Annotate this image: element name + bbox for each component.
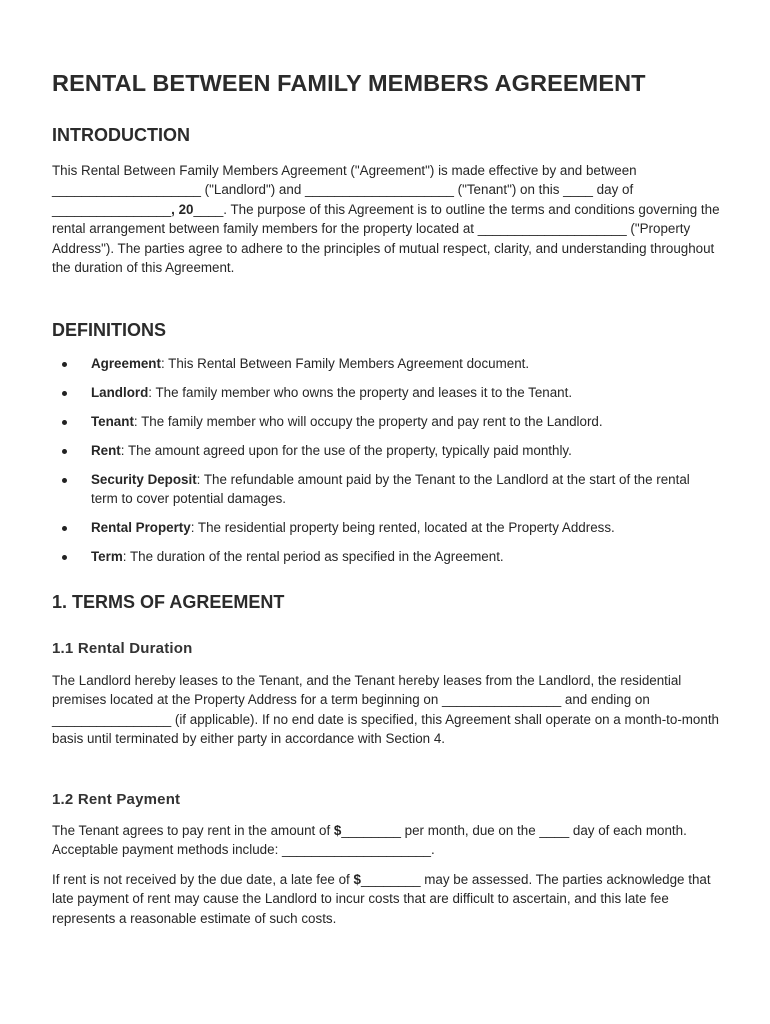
bullet-icon bbox=[62, 449, 67, 454]
definitions-list bbox=[52, 354, 720, 576]
definition-item bbox=[52, 383, 720, 402]
late-fee-text-1: If rent is not received by the due date, a late fee of bbox=[52, 872, 354, 887]
bullet-icon bbox=[62, 555, 67, 560]
dollar-sign: $ bbox=[353, 872, 361, 887]
dollar-sign: $ bbox=[333, 823, 342, 838]
rent-payment-paragraph bbox=[52, 821, 720, 860]
section-1-2-heading: 1.2 Rent Payment bbox=[52, 791, 181, 808]
definition-term: Term bbox=[91, 549, 123, 565]
bullet-icon bbox=[62, 362, 67, 367]
definition-item bbox=[52, 354, 720, 373]
rent-text-2: ________ per month, due on the ____ day of each month. Acceptable payment methods include: ____________________. bbox=[52, 823, 687, 858]
introduction-paragraph bbox=[52, 161, 720, 277]
definition-term: Rental Property bbox=[91, 520, 191, 536]
late-fee-paragraph bbox=[52, 870, 720, 928]
section-1-heading: 1. TERMS OF AGREEMENT bbox=[52, 592, 285, 612]
bullet-icon bbox=[62, 526, 67, 531]
definition-text: : The family member who will occupy the property and pay rent to the Landlord. bbox=[133, 414, 603, 429]
definition-term: Agreement bbox=[91, 356, 161, 371]
definitions-heading: DEFINITIONS bbox=[52, 320, 167, 340]
bullet-icon bbox=[62, 420, 67, 425]
definition-term: Security Deposit bbox=[91, 472, 197, 487]
intro-text-1: This Rental Between Family Members Agreement ("Agreement") is made effective by and between ____________________ ("Landlord") and ____________________ ("Tenant") on this ____ day of ________________ bbox=[52, 163, 637, 217]
rent-text-1: The Tenant agrees to pay rent in the amount of bbox=[52, 823, 334, 838]
section-1-1-heading: 1.1 Rental Duration bbox=[52, 640, 193, 657]
section-1-1-paragraph: The Landlord hereby leases to the Tenant, and the Tenant hereby leases from the Landlord, the residential premises located at the Property Address for a term beginning on ________________ and ending on ________________ (if applicable). If no end date is specified, this Agreement shall operate on a month-to-month basis until terminated by either party in accordance with Section 4. bbox=[52, 673, 719, 747]
definition-item bbox=[52, 412, 720, 431]
definition-text: : The family member who owns the property and leases it to the Tenant. bbox=[148, 385, 573, 400]
definition-item bbox=[52, 518, 720, 537]
definition-text: : The amount agreed upon for the use of the property, typically paid monthly. bbox=[120, 443, 572, 458]
late-fee-text-2: ________ may be assessed. The parties acknowledge that late payment of rent may cause the Landlord to incur costs that are difficult to ascertain, and this late fee represents a reasonable estimate of such costs. bbox=[52, 872, 711, 926]
definition-item bbox=[52, 441, 720, 460]
intro-text-2: ____. The purpose of this Agreement is to outline the terms and conditions governing the rental arrangement between family members for the property located at ____________________ ("Property Address"). The parties agree to adhere to the principles of mutual respect, clarity, and understanding throughout the duration of this Agreement. bbox=[52, 201, 720, 276]
definition-text: : The residential property being rented, located at the Property Address. bbox=[190, 520, 615, 536]
bullet-icon bbox=[62, 478, 67, 483]
intro-text-year: , 20 bbox=[171, 201, 194, 217]
definition-term: Tenant bbox=[91, 414, 134, 429]
definition-term: Rent bbox=[91, 443, 121, 458]
definition-item bbox=[52, 547, 720, 566]
definition-text: : The duration of the rental period as specified in the Agreement. bbox=[122, 549, 504, 565]
definition-text: : This Rental Between Family Members Agreement document. bbox=[160, 356, 530, 371]
bullet-icon bbox=[62, 391, 67, 396]
document-title: RENTAL BETWEEN FAMILY MEMBERS AGREEMENT bbox=[52, 70, 646, 96]
definition-item bbox=[52, 470, 720, 509]
definition-term: Landlord bbox=[91, 385, 149, 400]
definition-text: : The refundable amount paid by the Tenant to the Landlord at the start of the rental term to cover potential damages. bbox=[91, 472, 690, 507]
introduction-heading: INTRODUCTION bbox=[52, 125, 190, 145]
